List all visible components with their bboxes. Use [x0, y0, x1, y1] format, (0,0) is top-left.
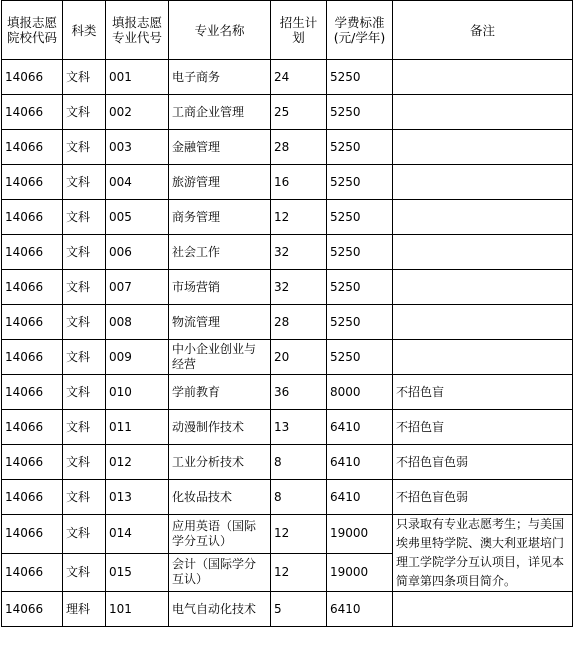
cell-tuition: 5250 [327, 95, 393, 130]
cell-category: 文科 [63, 375, 106, 410]
table-row [2, 410, 573, 445]
cell-notes [393, 200, 573, 235]
cell-school-code: 14066 [2, 340, 63, 375]
cell-major-name: 化妆品技术 [169, 480, 271, 515]
cell-school-code: 14066 [2, 515, 63, 554]
cell-tuition: 6410 [327, 410, 393, 445]
cell-tuition: 5250 [327, 305, 393, 340]
table-row [2, 235, 573, 270]
cell-major-name: 社会工作 [169, 235, 271, 270]
cell-notes [393, 165, 573, 200]
cell-school-code: 14066 [2, 480, 63, 515]
cell-major-name: 电子商务 [169, 60, 271, 95]
cell-category: 文科 [63, 445, 106, 480]
cell-notes [393, 235, 573, 270]
cell-major-code: 013 [106, 480, 169, 515]
cell-tuition: 5250 [327, 340, 393, 375]
cell-school-code: 14066 [2, 130, 63, 165]
cell-tuition: 6410 [327, 445, 393, 480]
cell-category: 理科 [63, 592, 106, 627]
cell-plan: 8 [271, 445, 327, 480]
cell-category: 文科 [63, 410, 106, 445]
cell-major-code: 012 [106, 445, 169, 480]
cell-major-code: 010 [106, 375, 169, 410]
cell-plan: 12 [271, 515, 327, 554]
cell-category: 文科 [63, 340, 106, 375]
table-row [2, 515, 573, 554]
cell-category: 文科 [63, 553, 106, 592]
cell-major-code: 008 [106, 305, 169, 340]
cell-tuition: 5250 [327, 200, 393, 235]
table-row [2, 95, 573, 130]
cell-plan: 20 [271, 340, 327, 375]
cell-school-code: 14066 [2, 410, 63, 445]
cell-notes-merged: 只录取有专业志愿考生；与美国埃弗里特学院、澳大利亚堪培门理工学院学分互认项目，详见本简章第四条项目简介。 [393, 515, 573, 592]
cell-notes [393, 60, 573, 95]
table-row [2, 130, 573, 165]
cell-major-name: 中小企业创业与经营 [169, 340, 271, 375]
cell-category: 文科 [63, 270, 106, 305]
cell-major-name: 工商企业管理 [169, 95, 271, 130]
cell-major-code: 004 [106, 165, 169, 200]
cell-plan: 12 [271, 553, 327, 592]
cell-category: 文科 [63, 200, 106, 235]
table-row [2, 375, 573, 410]
cell-school-code: 14066 [2, 60, 63, 95]
cell-school-code: 14066 [2, 445, 63, 480]
cell-notes: 不招色盲 [393, 410, 573, 445]
cell-major-name: 动漫制作技术 [169, 410, 271, 445]
cell-category: 文科 [63, 480, 106, 515]
cell-plan: 32 [271, 235, 327, 270]
header-tuition: 学费标准(元/学年) [327, 1, 393, 60]
cell-major-name: 金融管理 [169, 130, 271, 165]
cell-school-code: 14066 [2, 375, 63, 410]
cell-notes: 不招色盲色弱 [393, 445, 573, 480]
cell-plan: 5 [271, 592, 327, 627]
cell-major-code: 002 [106, 95, 169, 130]
cell-major-code: 101 [106, 592, 169, 627]
table-row [2, 445, 573, 480]
table-row [2, 340, 573, 375]
cell-tuition: 8000 [327, 375, 393, 410]
header-row [2, 1, 573, 60]
cell-school-code: 14066 [2, 270, 63, 305]
cell-notes [393, 592, 573, 627]
cell-major-name: 会计（国际学分互认） [169, 553, 271, 592]
cell-major-code: 006 [106, 235, 169, 270]
cell-major-name: 旅游管理 [169, 165, 271, 200]
cell-category: 文科 [63, 235, 106, 270]
cell-category: 文科 [63, 130, 106, 165]
cell-school-code: 14066 [2, 165, 63, 200]
cell-category: 文科 [63, 305, 106, 340]
cell-tuition: 19000 [327, 553, 393, 592]
cell-school-code: 14066 [2, 592, 63, 627]
cell-school-code: 14066 [2, 305, 63, 340]
header-major-name: 专业名称 [169, 1, 271, 60]
cell-major-code: 003 [106, 130, 169, 165]
header-enrollment-plan: 招生计划 [271, 1, 327, 60]
cell-major-name: 应用英语（国际学分互认） [169, 515, 271, 554]
cell-major-name: 市场营销 [169, 270, 271, 305]
table-row [2, 270, 573, 305]
cell-plan: 36 [271, 375, 327, 410]
cell-plan: 16 [271, 165, 327, 200]
cell-major-code: 011 [106, 410, 169, 445]
cell-category: 文科 [63, 60, 106, 95]
table-row [2, 165, 573, 200]
cell-plan: 28 [271, 130, 327, 165]
cell-notes [393, 340, 573, 375]
cell-tuition: 6410 [327, 480, 393, 515]
table-row [2, 305, 573, 340]
cell-tuition: 5250 [327, 235, 393, 270]
header-school-code: 填报志愿院校代码 [2, 1, 63, 60]
cell-plan: 25 [271, 95, 327, 130]
header-category: 科类 [63, 1, 106, 60]
cell-notes [393, 305, 573, 340]
cell-major-name: 商务管理 [169, 200, 271, 235]
cell-tuition: 5250 [327, 270, 393, 305]
header-major-code: 填报志愿专业代号 [106, 1, 169, 60]
header-notes: 备注 [393, 1, 573, 60]
cell-category: 文科 [63, 165, 106, 200]
cell-notes [393, 130, 573, 165]
cell-major-code: 014 [106, 515, 169, 554]
cell-major-code: 007 [106, 270, 169, 305]
cell-tuition: 5250 [327, 130, 393, 165]
cell-notes [393, 95, 573, 130]
cell-major-name: 工业分析技术 [169, 445, 271, 480]
cell-major-code: 015 [106, 553, 169, 592]
cell-major-code: 009 [106, 340, 169, 375]
cell-major-name: 物流管理 [169, 305, 271, 340]
cell-plan: 24 [271, 60, 327, 95]
cell-plan: 28 [271, 305, 327, 340]
cell-major-code: 005 [106, 200, 169, 235]
table-row [2, 592, 573, 627]
cell-tuition: 19000 [327, 515, 393, 554]
cell-major-name: 学前教育 [169, 375, 271, 410]
cell-category: 文科 [63, 515, 106, 554]
cell-notes: 不招色盲色弱 [393, 480, 573, 515]
cell-school-code: 14066 [2, 553, 63, 592]
cell-major-code: 001 [106, 60, 169, 95]
cell-school-code: 14066 [2, 235, 63, 270]
cell-school-code: 14066 [2, 95, 63, 130]
cell-plan: 12 [271, 200, 327, 235]
cell-tuition: 6410 [327, 592, 393, 627]
table-row [2, 200, 573, 235]
cell-major-name: 电气自动化技术 [169, 592, 271, 627]
cell-plan: 8 [271, 480, 327, 515]
cell-school-code: 14066 [2, 200, 63, 235]
cell-notes: 不招色盲 [393, 375, 573, 410]
table-row [2, 480, 573, 515]
cell-notes [393, 270, 573, 305]
cell-tuition: 5250 [327, 60, 393, 95]
cell-plan: 13 [271, 410, 327, 445]
admission-plan-table [1, 0, 573, 627]
cell-tuition: 5250 [327, 165, 393, 200]
table-row [2, 60, 573, 95]
cell-plan: 32 [271, 270, 327, 305]
cell-category: 文科 [63, 95, 106, 130]
